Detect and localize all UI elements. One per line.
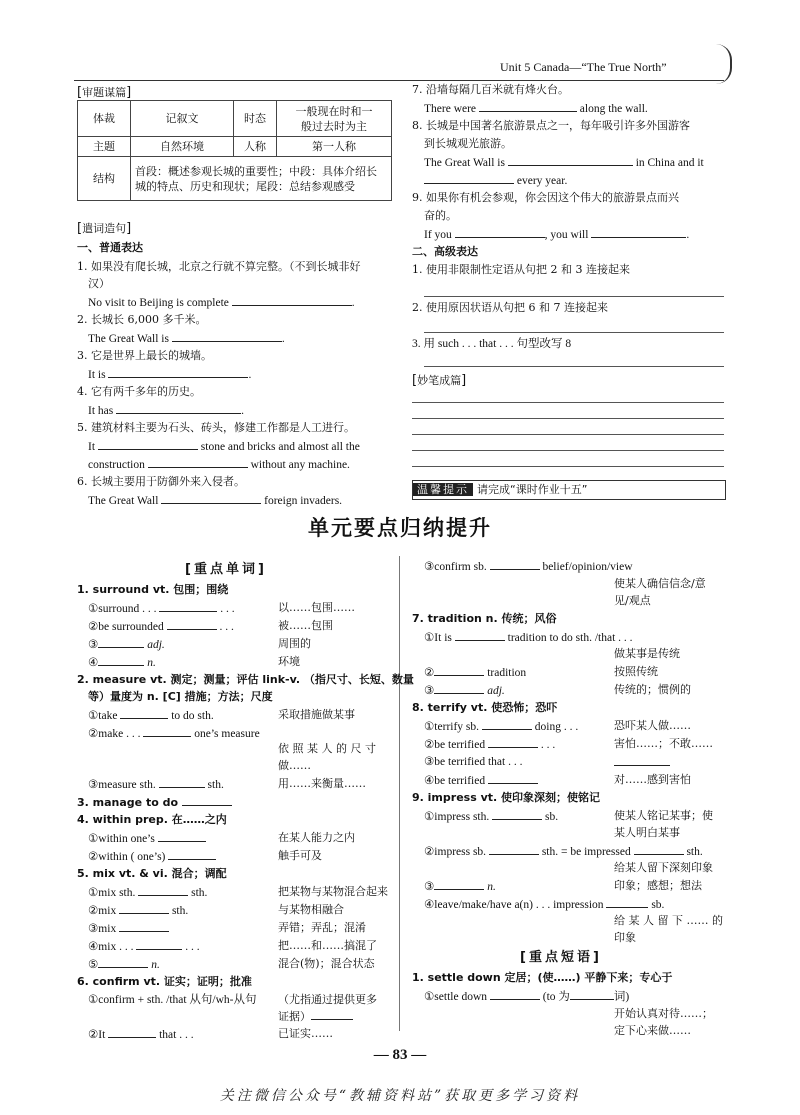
blank[interactable] (172, 330, 282, 342)
writing-line[interactable] (412, 466, 724, 467)
q8: 8. 长城是中国著名旅游景点之一，每年吸引许多外国游客 (412, 119, 690, 132)
w9-2: ②impress sb. sth. = be impressed sth. (424, 843, 703, 860)
meaning: （尤指通过提供更多 (278, 993, 377, 1006)
meaning: 做…… (278, 759, 311, 772)
person-label: 人称 (234, 137, 277, 157)
w9-1: ①impress sth. sb. (424, 808, 558, 825)
meaning (614, 754, 670, 771)
w9-4: ④leave/make/have a(n) . . . impression sb. (424, 896, 664, 913)
meaning: 把……和……搞混了 (278, 939, 377, 952)
sentence-heading: [遣词造句] (77, 221, 132, 236)
genre-label: 体裁 (78, 101, 131, 137)
blank[interactable] (434, 878, 484, 890)
writing-heading: [妙笔成篇] (412, 373, 467, 388)
blank[interactable] (490, 988, 540, 1000)
a8-line1: The Great Wall is in China and it (424, 154, 704, 171)
a2: The Great Wall is . (88, 330, 285, 347)
w8-1: ①terrify sb. doing . . . (424, 718, 578, 735)
writing-line[interactable] (412, 434, 724, 435)
w5-2: ②mix sth. (88, 902, 188, 919)
blank[interactable] (108, 1026, 156, 1038)
w8-4: ④be terrified (424, 772, 538, 789)
blank[interactable] (488, 772, 538, 784)
w4-1: ①within one’s (88, 830, 206, 847)
w5-1: ①mix sth. sth. (88, 884, 207, 901)
blank[interactable] (108, 366, 248, 378)
word-impress: 9. impress vt. 使印象深刻；使铭记 (412, 791, 601, 804)
a9: If you , you will . (424, 226, 689, 243)
header-curve-decoration (716, 44, 732, 84)
blank[interactable] (119, 920, 169, 932)
blank[interactable] (479, 100, 577, 112)
w8-3: ③be terrified that . . . (424, 756, 523, 768)
blank[interactable] (120, 707, 168, 719)
meaning: 以……包围…… (278, 601, 355, 614)
a6: The Great Wall foreign invaders. (88, 492, 342, 509)
w1-1: ①surround . . . . . . (88, 600, 235, 617)
header-rule (74, 80, 724, 81)
answer-line[interactable] (424, 366, 724, 367)
answer-line[interactable] (424, 332, 724, 333)
w5-5: ⑤ n. (88, 956, 160, 973)
meaning: 印象 (614, 931, 636, 944)
w4-2: ②within ( one’s) (88, 848, 216, 865)
w2-2: ②make . . . one’s measure (88, 725, 260, 742)
blank[interactable] (167, 618, 217, 630)
blank[interactable] (424, 172, 514, 184)
blank[interactable] (136, 938, 182, 950)
meaning: 触手可及 (278, 849, 322, 862)
meaning: 传统的；惯例的 (614, 683, 691, 696)
meaning: 把某物与某物混合起来 (278, 885, 388, 898)
meaning: 采取措施做某事 (278, 708, 355, 721)
writing-line[interactable] (412, 450, 724, 451)
tense-label: 时态 (234, 101, 277, 137)
writing-line[interactable] (412, 418, 724, 419)
w8-2: ②be terrified . . . (424, 736, 555, 753)
blank[interactable] (98, 438, 198, 450)
w7-1: ①It is tradition to do sth. /that . . . (424, 629, 633, 646)
w7-3: ③ adj. (424, 682, 505, 699)
blank[interactable] (489, 843, 539, 855)
adv1: 1. 使用非限制性定语从句把 2 和 3 连接起来 (412, 263, 630, 276)
blank[interactable] (148, 456, 248, 468)
meaning: 使某人铭记某事；使 (614, 809, 713, 822)
word-within: 4. within prep. 在……之内 (77, 813, 227, 826)
a8-line2: every year. (424, 172, 567, 189)
w1-4: ④ n. (88, 654, 156, 671)
blank[interactable] (614, 754, 670, 766)
blank[interactable] (634, 843, 684, 855)
blank[interactable] (182, 794, 232, 806)
key-words-heading: [重点单词] (185, 562, 267, 577)
meaning: 弄错；弄乱；混淆 (278, 921, 366, 934)
blank[interactable] (119, 902, 169, 914)
word-mix: 5. mix vt. & vi. 混合；调配 (77, 867, 227, 880)
meaning: 证据） (278, 1008, 353, 1025)
meaning: 混合(物)；混合状态 (278, 957, 375, 970)
word-measure-cont: 等）量度为 n. [C] 措施；方法；尺度 (88, 690, 273, 703)
meaning: 依 照 某 人 的 尺 寸 (278, 742, 376, 755)
blank[interactable] (455, 226, 545, 238)
blank[interactable] (606, 896, 648, 908)
blank[interactable] (591, 226, 686, 238)
q5: 5. 建筑材料主要为石头、砖头，修建工作都是人工进行。 (77, 421, 355, 434)
theme-label: 主题 (78, 137, 131, 157)
blank[interactable] (508, 154, 633, 166)
blank[interactable] (455, 629, 505, 641)
blank[interactable] (98, 654, 144, 666)
meaning: 被……包围 (278, 619, 333, 632)
meaning: 某人明白某事 (614, 826, 680, 839)
unit-summary-title: 单元要点归纳提升 (308, 516, 492, 540)
blank[interactable] (490, 558, 540, 570)
w9-3: ③ n. (424, 878, 496, 895)
word-confirm: 6. confirm vt. 证实；证明；批准 (77, 975, 252, 988)
q4: 4. 它有两千多年的历史。 (77, 385, 201, 398)
meaning: 做某事是传统 (614, 647, 680, 660)
p1-1: ①settle down (to 为 词) (424, 988, 629, 1005)
q6: 6. 长城主要用于防御外来入侵者。 (77, 475, 245, 488)
a4: It has . (88, 402, 244, 419)
blank[interactable] (168, 848, 216, 860)
a7: There were along the wall. (424, 100, 648, 117)
meaning: 在某人能力之内 (278, 831, 355, 844)
a3: It is . (88, 366, 251, 383)
blank[interactable] (482, 718, 532, 730)
q8-cont: 到长城观光旅游。 (424, 137, 512, 150)
meaning: 给 某 人 留 下 …… 的 (614, 914, 723, 927)
meaning: 给某人留下深刻印象 (614, 861, 713, 874)
meaning: 已证实…… (278, 1027, 333, 1040)
a5-line2: construction without any machine. (88, 456, 350, 473)
page-number: — 83 — (373, 1047, 427, 1063)
blank[interactable] (98, 956, 148, 968)
tense-value: 一般现在时和一 般过去时为主 (277, 101, 392, 137)
genre-value: 记叙文 (131, 101, 234, 137)
q9: 9. 如果你有机会参观，你会因这个伟大的旅游景点而兴 (412, 191, 679, 204)
adv3: 3. 用 such . . . that . . . 句型改写 8 (412, 338, 572, 350)
structure-value: 首段：概述参观长城的重要性；中段：具体介绍长 城的特点、历史和现状；尾段：总结参观感受 (131, 157, 392, 201)
blank[interactable] (143, 725, 191, 737)
column-divider (399, 556, 400, 1031)
w1-2: ②be surrounded . . . (88, 618, 234, 635)
blank[interactable] (158, 830, 206, 842)
w6-2: ②It that . . . (88, 1026, 194, 1043)
plan-table (77, 100, 392, 201)
footer-note: 关注微信公众号“教辅资料站”获取更多学习资料 (219, 1088, 581, 1104)
a5-line1: It stone and bricks and almost all the (88, 438, 360, 455)
word-tradition: 7. tradition n. 传统；风俗 (412, 612, 557, 625)
phrase-settle-down: 1. settle down 定居；(使……) 平静下来；专心于 (412, 971, 673, 984)
a1: No visit to Beijing is complete . (88, 294, 355, 311)
meaning: 定下心来做…… (614, 1024, 691, 1037)
q2: 2. 长城长 6,000 多千米。 (77, 313, 207, 326)
blank[interactable] (488, 736, 538, 748)
meaning: 使某人确信信念/意 (614, 577, 706, 590)
blank[interactable] (311, 1008, 353, 1020)
blank[interactable] (232, 294, 352, 306)
w7-2: ② tradition (424, 664, 526, 681)
w5-3: ③mix (88, 920, 169, 937)
meaning: 对……感到害怕 (614, 773, 691, 786)
q1: 1. 如果没有爬长城，北京之行就不算完整。（不到长城非好 (77, 260, 361, 273)
word-terrify: 8. terrify vt. 使恐怖；恐吓 (412, 701, 558, 714)
key-phrases-heading: [重点短语] (520, 950, 602, 965)
blank[interactable] (570, 988, 614, 1000)
w5-4: ④mix . . . . . . (88, 938, 200, 955)
word-measure: 2. measure vt. 测定；测量；评估 link-v. （指尺寸、长短、数量 (77, 673, 414, 686)
reminder-box (412, 480, 726, 500)
blank[interactable] (159, 776, 205, 788)
blank[interactable] (161, 492, 261, 504)
q1-cont: 汉） (88, 277, 110, 290)
blank[interactable] (434, 664, 484, 676)
blank[interactable] (492, 808, 542, 820)
blank[interactable] (434, 682, 484, 694)
word-manage: 3. manage to do (77, 794, 232, 811)
meaning: 按照传统 (614, 665, 658, 678)
q7: 7. 沿墙每隔几百米就有烽火台。 (412, 83, 569, 96)
w2-3: ③measure sth. sth. (88, 776, 224, 793)
reminder-text: 请完成“课时作业十五” (477, 483, 588, 496)
word-surround: 1. surround vt. 包围；围绕 (77, 583, 229, 596)
person-value: 第一人称 (277, 137, 392, 157)
meaning: 环境 (278, 655, 300, 668)
writing-line[interactable] (412, 402, 724, 403)
blank[interactable] (98, 636, 144, 648)
q3: 3. 它是世界上最长的城墙。 (77, 349, 212, 362)
basic-title: 一、普通表达 (77, 241, 143, 254)
plan-heading: [审题谋篇] (77, 85, 132, 100)
meaning: 用……来衡量…… (278, 777, 366, 790)
meaning: 害怕……；不敢…… (614, 737, 713, 750)
w6-3: ③confirm sb. belief/opinion/view (424, 558, 633, 575)
blank[interactable] (138, 884, 188, 896)
answer-line[interactable] (424, 296, 724, 297)
meaning: 周围的 (278, 637, 311, 650)
q9-cont: 奋的。 (424, 209, 457, 222)
theme-value: 自然环境 (131, 137, 234, 157)
structure-label: 结构 (78, 157, 131, 201)
meaning: 开始认真对待……； (614, 1007, 713, 1020)
w6-1: ①confirm + sth. /that 从句/wh-从句 (88, 994, 257, 1006)
blank[interactable] (159, 600, 217, 612)
meaning: 见/观点 (614, 594, 651, 607)
running-header: Unit 5 Canada—“The True North” (500, 60, 667, 74)
adv2: 2. 使用原因状语从句把 6 和 7 连接起来 (412, 301, 608, 314)
meaning: 恐吓某人做…… (614, 719, 691, 732)
meaning: 与某物相融合 (278, 903, 344, 916)
reminder-tag: 温馨提示 (413, 483, 473, 496)
advanced-title: 二、高级表达 (412, 245, 478, 258)
w1-3: ③ adj. (88, 636, 165, 653)
meaning: 印象；感想；想法 (614, 879, 702, 892)
w2-1: ①take to do sth. (88, 707, 214, 724)
blank[interactable] (116, 402, 241, 414)
